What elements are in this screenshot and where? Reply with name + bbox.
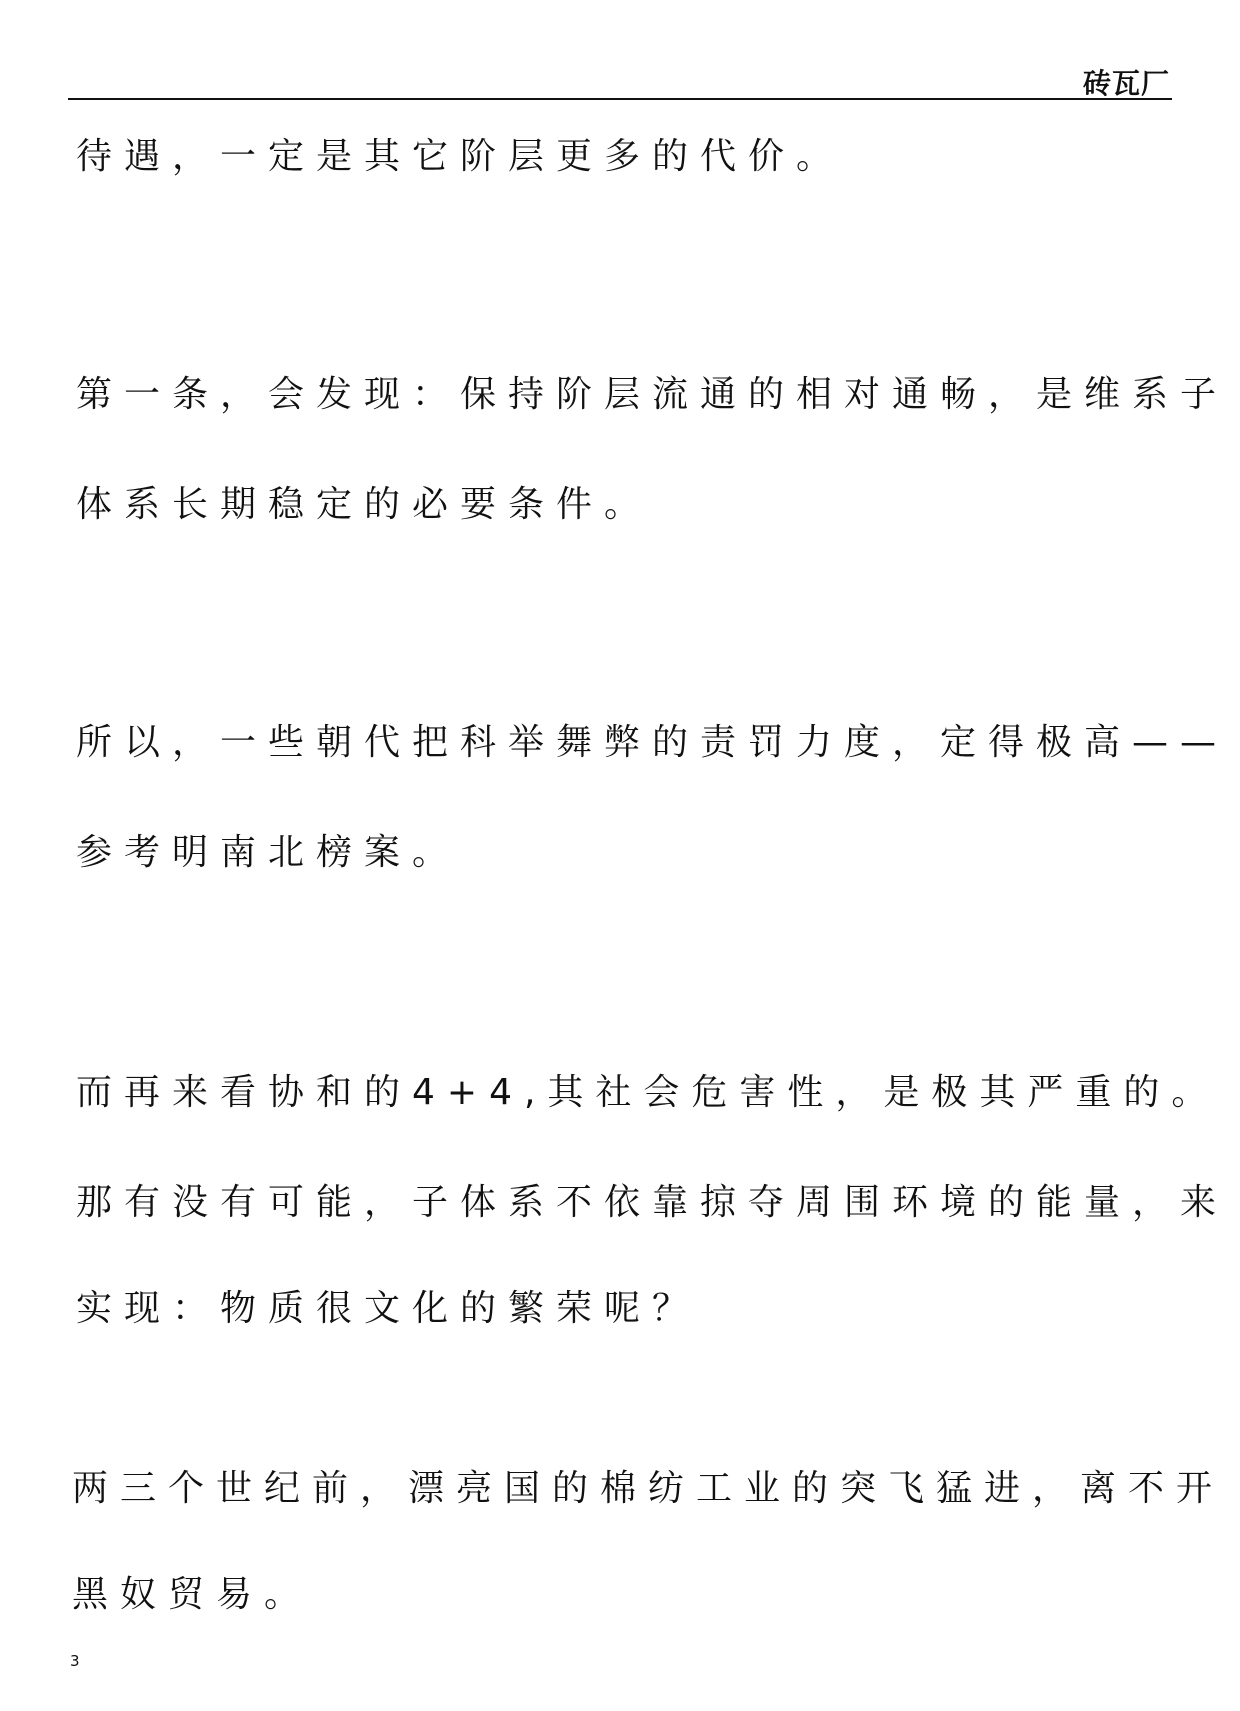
running-header-title: 砖瓦厂 bbox=[1082, 67, 1170, 100]
page-number: 3 bbox=[70, 1652, 80, 1670]
body-line: 待遇，一定是其它阶层更多的代价。 bbox=[76, 136, 845, 177]
body-line: 两三个世纪前，漂亮国的棉纺工业的突飞猛进，离不开 bbox=[72, 1468, 1225, 1509]
body-line: 实现：物质很文化的繁荣呢？ bbox=[76, 1288, 701, 1329]
body-line: 而再来看协和的4+4,其社会危害性，是极其严重的。 bbox=[76, 1072, 1220, 1113]
body-line: 体系长期稳定的必要条件。 bbox=[76, 484, 653, 525]
body-line: 所以，一些朝代把科举舞弊的责罚力度，定得极高—— bbox=[76, 722, 1229, 763]
body-line: 参考明南北榜案。 bbox=[76, 832, 461, 873]
body-line: 黑奴贸易。 bbox=[72, 1574, 313, 1615]
body-line: 那有没有可能，子体系不依靠掠夺周围环境的能量，来 bbox=[76, 1182, 1229, 1223]
header-divider bbox=[68, 98, 1172, 100]
body-line: 第一条，会发现：保持阶层流通的相对通畅，是维系子 bbox=[76, 374, 1229, 415]
